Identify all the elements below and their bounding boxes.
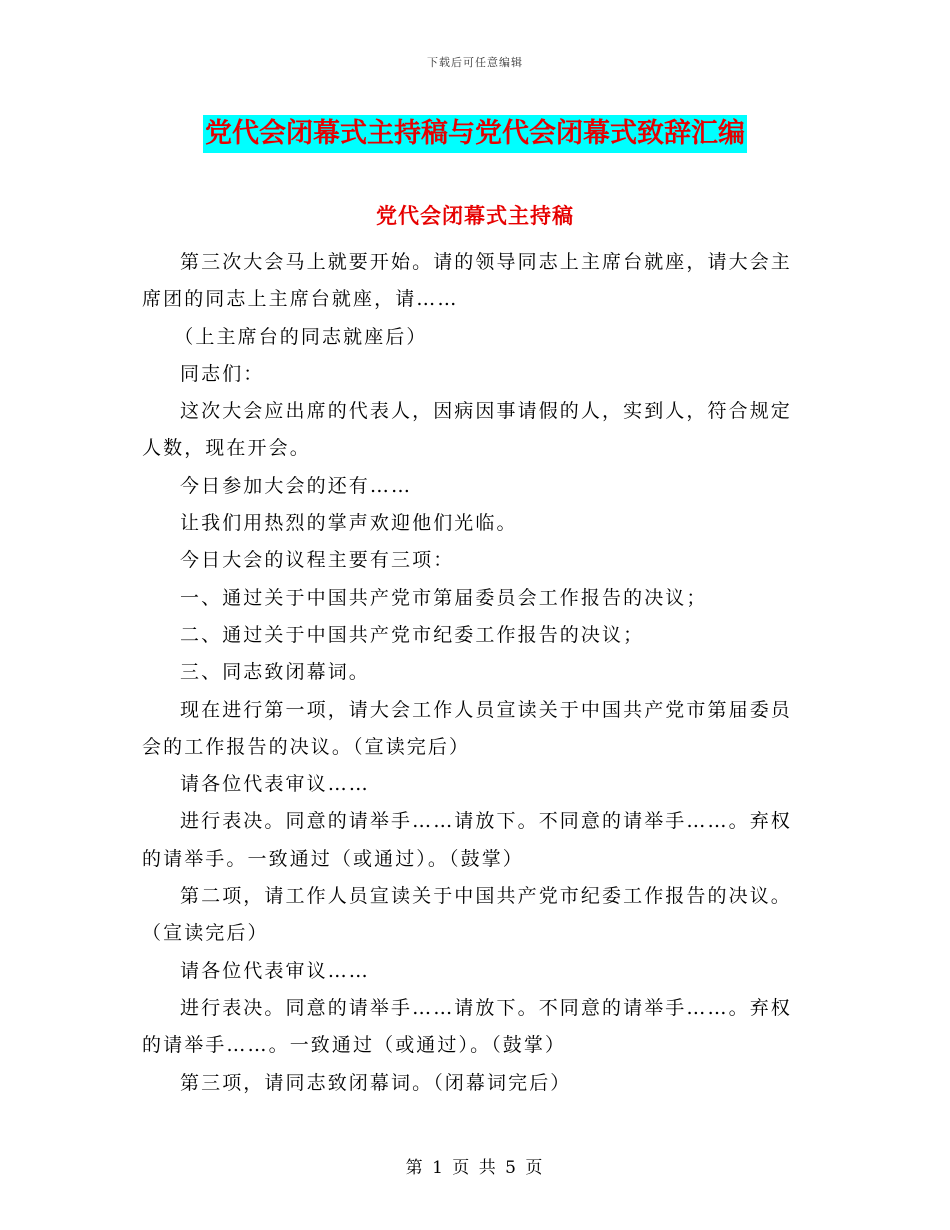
document-title-text: 党代会闭幕式主持稿与党代会闭幕式致辞汇编 [203,115,747,153]
paragraph: 进行表决。同意的请举手……请放下。不同意的请举手……。弃权的请举手……。一致通过（或通过）。（鼓掌） [142,996,792,1057]
paragraph: 今日参加大会的还有…… [180,474,413,497]
paragraph: 现在进行第一项，请大会工作人员宣读关于中国共产党市第届委员会的工作报告的决议。（宣读完后） [142,698,792,758]
paragraph: 第二项，请工作人员宣读关于中国共产党市纪委工作报告的决议。（宣读完后） [142,885,792,945]
paragraph: 这次大会应出席的代表人，因病因事请假的人，实到人，符合规定人数，现在开会。 [142,400,792,460]
header-note: 下载后可任意编辑 [427,56,523,69]
paragraph: 让我们用热烈的掌声欢迎他们光临。 [180,512,518,535]
paragraph: 请各位代表审议…… [180,773,370,796]
paragraph: 同志们： [180,362,265,385]
document-body [142,244,812,1102]
section-title: 党代会闭幕式主持稿 [376,203,574,228]
paragraph: 请各位代表审议…… [180,959,370,982]
paragraph: 第三项，请同志致闭幕词。（闭幕词完后） [180,1071,572,1094]
paragraph: 进行表决。同意的请举手……请放下。不同意的请举手……。弃权的请举手。一致通过（或通过）。（鼓掌） [142,810,792,870]
paragraph: 第三次大会马上就要开始。请的领导同志上主席台就座，请大会主席团的同志上主席台就座，请…… [142,251,792,311]
page-footer: 第 1 页 共 5 页 [405,1158,545,1178]
paragraph: （上主席台的同志就座后） [174,325,428,348]
paragraph: 一、通过关于中国共产党市第届委员会工作报告的决议； [180,586,708,609]
paragraph: 二、通过关于中国共产党市纪委工作报告的决议； [180,623,645,646]
paragraph: 今日大会的议程主要有三项： [180,549,455,572]
paragraph: 三、同志致闭幕词。 [180,661,370,684]
document-title [0,112,950,153]
